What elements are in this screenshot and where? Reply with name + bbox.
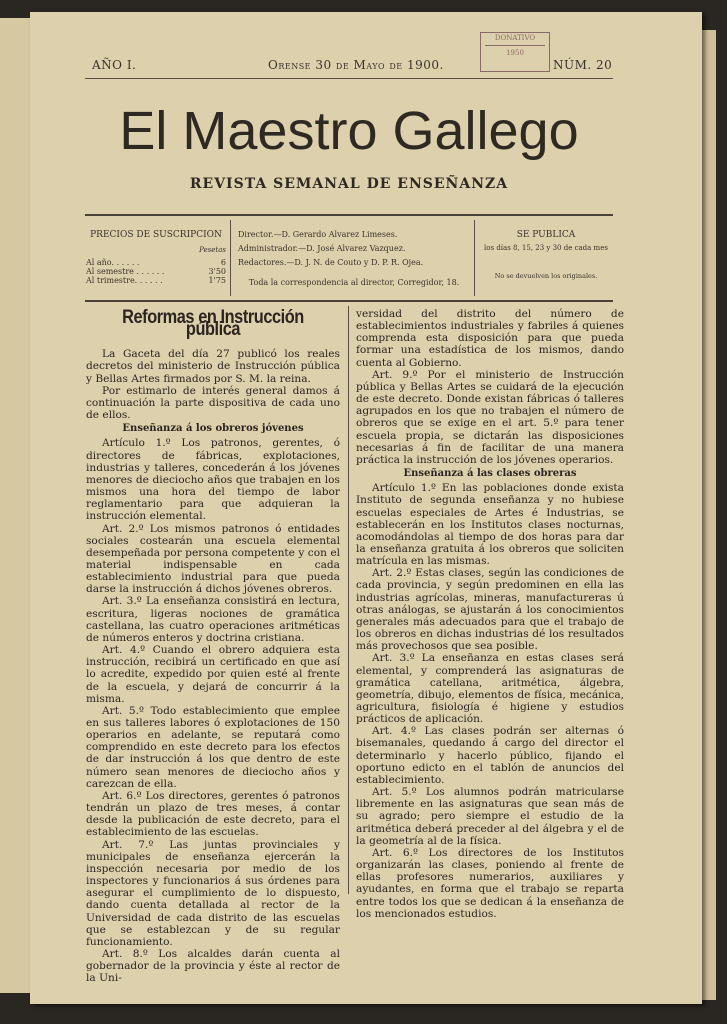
donation-stamp bbox=[480, 32, 550, 72]
administrator-line: Administrador.—D. José Alvarez Vazquez. bbox=[238, 244, 406, 253]
prices-title: PRECIOS DE SUSCRIPCION bbox=[90, 230, 222, 240]
article-paragraph: Art. 6.º Los directores, gerentes ó patronos tendrán un plazo de tres meses, á contar desde la publicación de este decreto, para el establecimiento de las escuelas. bbox=[86, 789, 340, 839]
article-paragraph: Art. 2.º Estas clases, según las condiciones de cada provincia, y según predominen en ella las industrias agrícolas, mineras, manufactureras ú otras análogas, se ajustarán á los conocimientos generales más adecuados para que el trabajo de los obreros en dichas industrias dé los resultados más provechosos que sea posible. bbox=[356, 567, 624, 653]
article-paragraph: Art. 4.º Cuando el obrero adquiera esta instrucción, recibirá un certificado en que así lo acredite, expedido por quien esté al frente de la escuela, y dejará de concurrir á la misma. bbox=[86, 644, 340, 705]
editorial-staff bbox=[238, 216, 470, 300]
publish-title: SE PUBLICA bbox=[516, 230, 576, 240]
price-label: Al año. . . . . . bbox=[86, 258, 140, 267]
article-paragraph: Art. 3.º La enseñanza consistirá en lectura, escritura, ligeras nociones de gramática castellana, las cuatro operaciones aritméticas de números enteros y doctrina cristiana. bbox=[86, 595, 340, 644]
price-value: 1'75 bbox=[208, 276, 226, 285]
article-paragraph: Art. 5.º Todo establecimiento que emplee en sus talleres labores ó explotaciones de 150 operarios en adelante, se reputará como comprendido en este decreto para los efectos de dar instrucción á los que dentro de este número sean menores de dieciocho años y carezcan de ella. bbox=[86, 704, 340, 790]
section-heading: Enseñanza á los obreros jóvenes bbox=[122, 423, 304, 435]
price-value: 3'50 bbox=[208, 267, 226, 276]
info-divider-1 bbox=[230, 220, 231, 296]
section-heading: Enseñanza á las clases obreras bbox=[403, 468, 577, 480]
price-label: Al semestre . . . . . . bbox=[86, 267, 165, 276]
prices-currency: Pesetas bbox=[199, 246, 226, 254]
article-column-left bbox=[86, 308, 340, 984]
editors-line: Redactores.—D. J. N. de Couto y D. P. R. Ojea. bbox=[238, 258, 424, 267]
price-label: Al trimestre. . . . . . bbox=[86, 276, 163, 285]
stamp-year: 1950 bbox=[506, 49, 524, 57]
article-paragraph: Artículo 1.º Los patronos, gerentes, ó directores de fábricas, explotaciones, industrias y talleres, concederán á los jóvenes menores de dieciocho años que trabajen en los mismos una hora del tiempo de labor reglamentario para que adquieran la instrucción elemental. bbox=[86, 437, 340, 523]
masthead-title: El Maestro Gallego bbox=[119, 101, 579, 161]
article-title: Reformas en Instrucción pública bbox=[122, 307, 304, 341]
correspondence-line: Toda la correspondencia al director, Corregidor, 18. bbox=[248, 278, 460, 287]
info-bottom-rule bbox=[85, 300, 613, 302]
article-paragraph: Por estimarlo de interés general damos á continuación la parte dispositiva de cada uno de ellos. bbox=[86, 384, 340, 422]
publish-days: los días 8, 15, 23 y 30 de cada mes bbox=[484, 244, 608, 252]
masthead-subtitle: REVISTA SEMANAL DE ENSEÑANZA bbox=[189, 176, 509, 192]
publication-schedule bbox=[478, 216, 614, 300]
article-paragraph: Art. 8.º Los alcaldes darán cuenta al gobernador de la provincia y éste al rector de la Uni- bbox=[86, 947, 340, 985]
article-paragraph: Art. 9.º Por el ministerio de Instrucción pública y Bellas Artes se cuidará de la ejecución de este decreto. Donde existan fábricas ó talleres agrupados en los que no trabajen el número de obreros que se exige en el art. 5.º para tener escuela propia, se dictarán las disposiciones necesarias á fin de facilitar de una manera práctica la instrucción de los jóvenes operarios. bbox=[356, 368, 624, 466]
stamp-label: DONATIVO bbox=[494, 34, 536, 42]
subscription-prices bbox=[86, 216, 226, 300]
article-paragraph: Artículo 1.º En las poblaciones donde exista Instituto de segunda enseñanza y no hubiese escuelas especiales de Artes é Industrias, se establecerán en los Institutos clases nocturnas, acomodándolas al tiempo de dos horas para dar la enseñanza gratuita á los obreros que soliciten matrícula en las mismas. bbox=[356, 482, 624, 568]
issue-year: AÑO I. bbox=[92, 58, 137, 72]
article-paragraph: Art. 4.º Las clases podrán ser alternas ó bisemanales, quedando á cargo del director el determinarlo y hacerlo público, fijando el oportuno edicto en el tablón de anuncios del establecimiento. bbox=[356, 725, 624, 786]
article-column-right bbox=[356, 308, 624, 920]
article-paragraph: Art. 7.º Las juntas provinciales y municipales de enseñanza ejercerán la inspección necesaria por medio de los inspectores y funcionarios á sus órdenes para asegurar el cumplimiento de lo dispuesto, dando cuenta detallada al rector de la Universidad de cada distrito de las escuelas que se establezcan y de su regular funcionamiento. bbox=[86, 838, 340, 948]
price-value: 6 bbox=[220, 258, 226, 267]
issue-number: NÚM. 20 bbox=[553, 58, 613, 72]
issue-date: Orense 30 de Mayo de 1900. bbox=[268, 58, 444, 72]
director-line: Director.—D. Gerardo Alvarez Limeses. bbox=[238, 230, 398, 239]
originals-note: No se devuelven los originales. bbox=[494, 272, 598, 280]
article-paragraph: La Gaceta del día 27 publicó los reales decretos del ministerio de Instrucción pública y Bellas Artes firmados por S. M. la reina. bbox=[86, 348, 340, 385]
price-row bbox=[86, 276, 226, 285]
stamp-divider bbox=[485, 45, 545, 46]
header-rule bbox=[85, 78, 613, 79]
price-row bbox=[86, 258, 226, 267]
article-paragraph: Art. 3.º La enseñanza en estas clases será elemental, y comprenderá las asignaturas de gramática catellana, aritmética, álgebra, geometría, dibujo, elementos de física, mecánica, agricultura, fisiología é higiene y estudios prácticos de aplicación. bbox=[356, 652, 624, 726]
article-paragraph: Art. 6.º Los directores de los Institutos organizarán las clases, poniendo al frente de ellas profesores numerarios, auxiliares y ayudantes, en forma que el trabajo se reparta entre todos los que se dedican á la enseñanza de los mencionados estudios. bbox=[356, 846, 624, 920]
adjacent-page-edge bbox=[0, 18, 34, 993]
article-paragraph: Art. 2.º Los mismos patronos ó entidades sociales costearán una escuela elemental desempeñada por persona competente y con el material indispensable en cada establecimiento industrial para que pueda darse la instrucción á dichos jóvenes obreros. bbox=[86, 522, 340, 596]
price-row bbox=[86, 267, 226, 276]
article-paragraph: versidad del distrito del número de establecimientos industriales y fabriles á quienes comprenda esta disposición para que pueda formar una estadística de los mismos, dando cuenta al Gobierno. bbox=[356, 308, 624, 369]
article-paragraph: Art. 5.º Los alumnos podrán matricularse libremente en las asignaturas que sean más de su agrado; pero siempre el estudio de la aritmética deberá preceder al del álgebra y el de la geometría al de la física. bbox=[356, 786, 624, 847]
column-divider bbox=[348, 306, 349, 894]
info-divider-2 bbox=[474, 220, 475, 296]
